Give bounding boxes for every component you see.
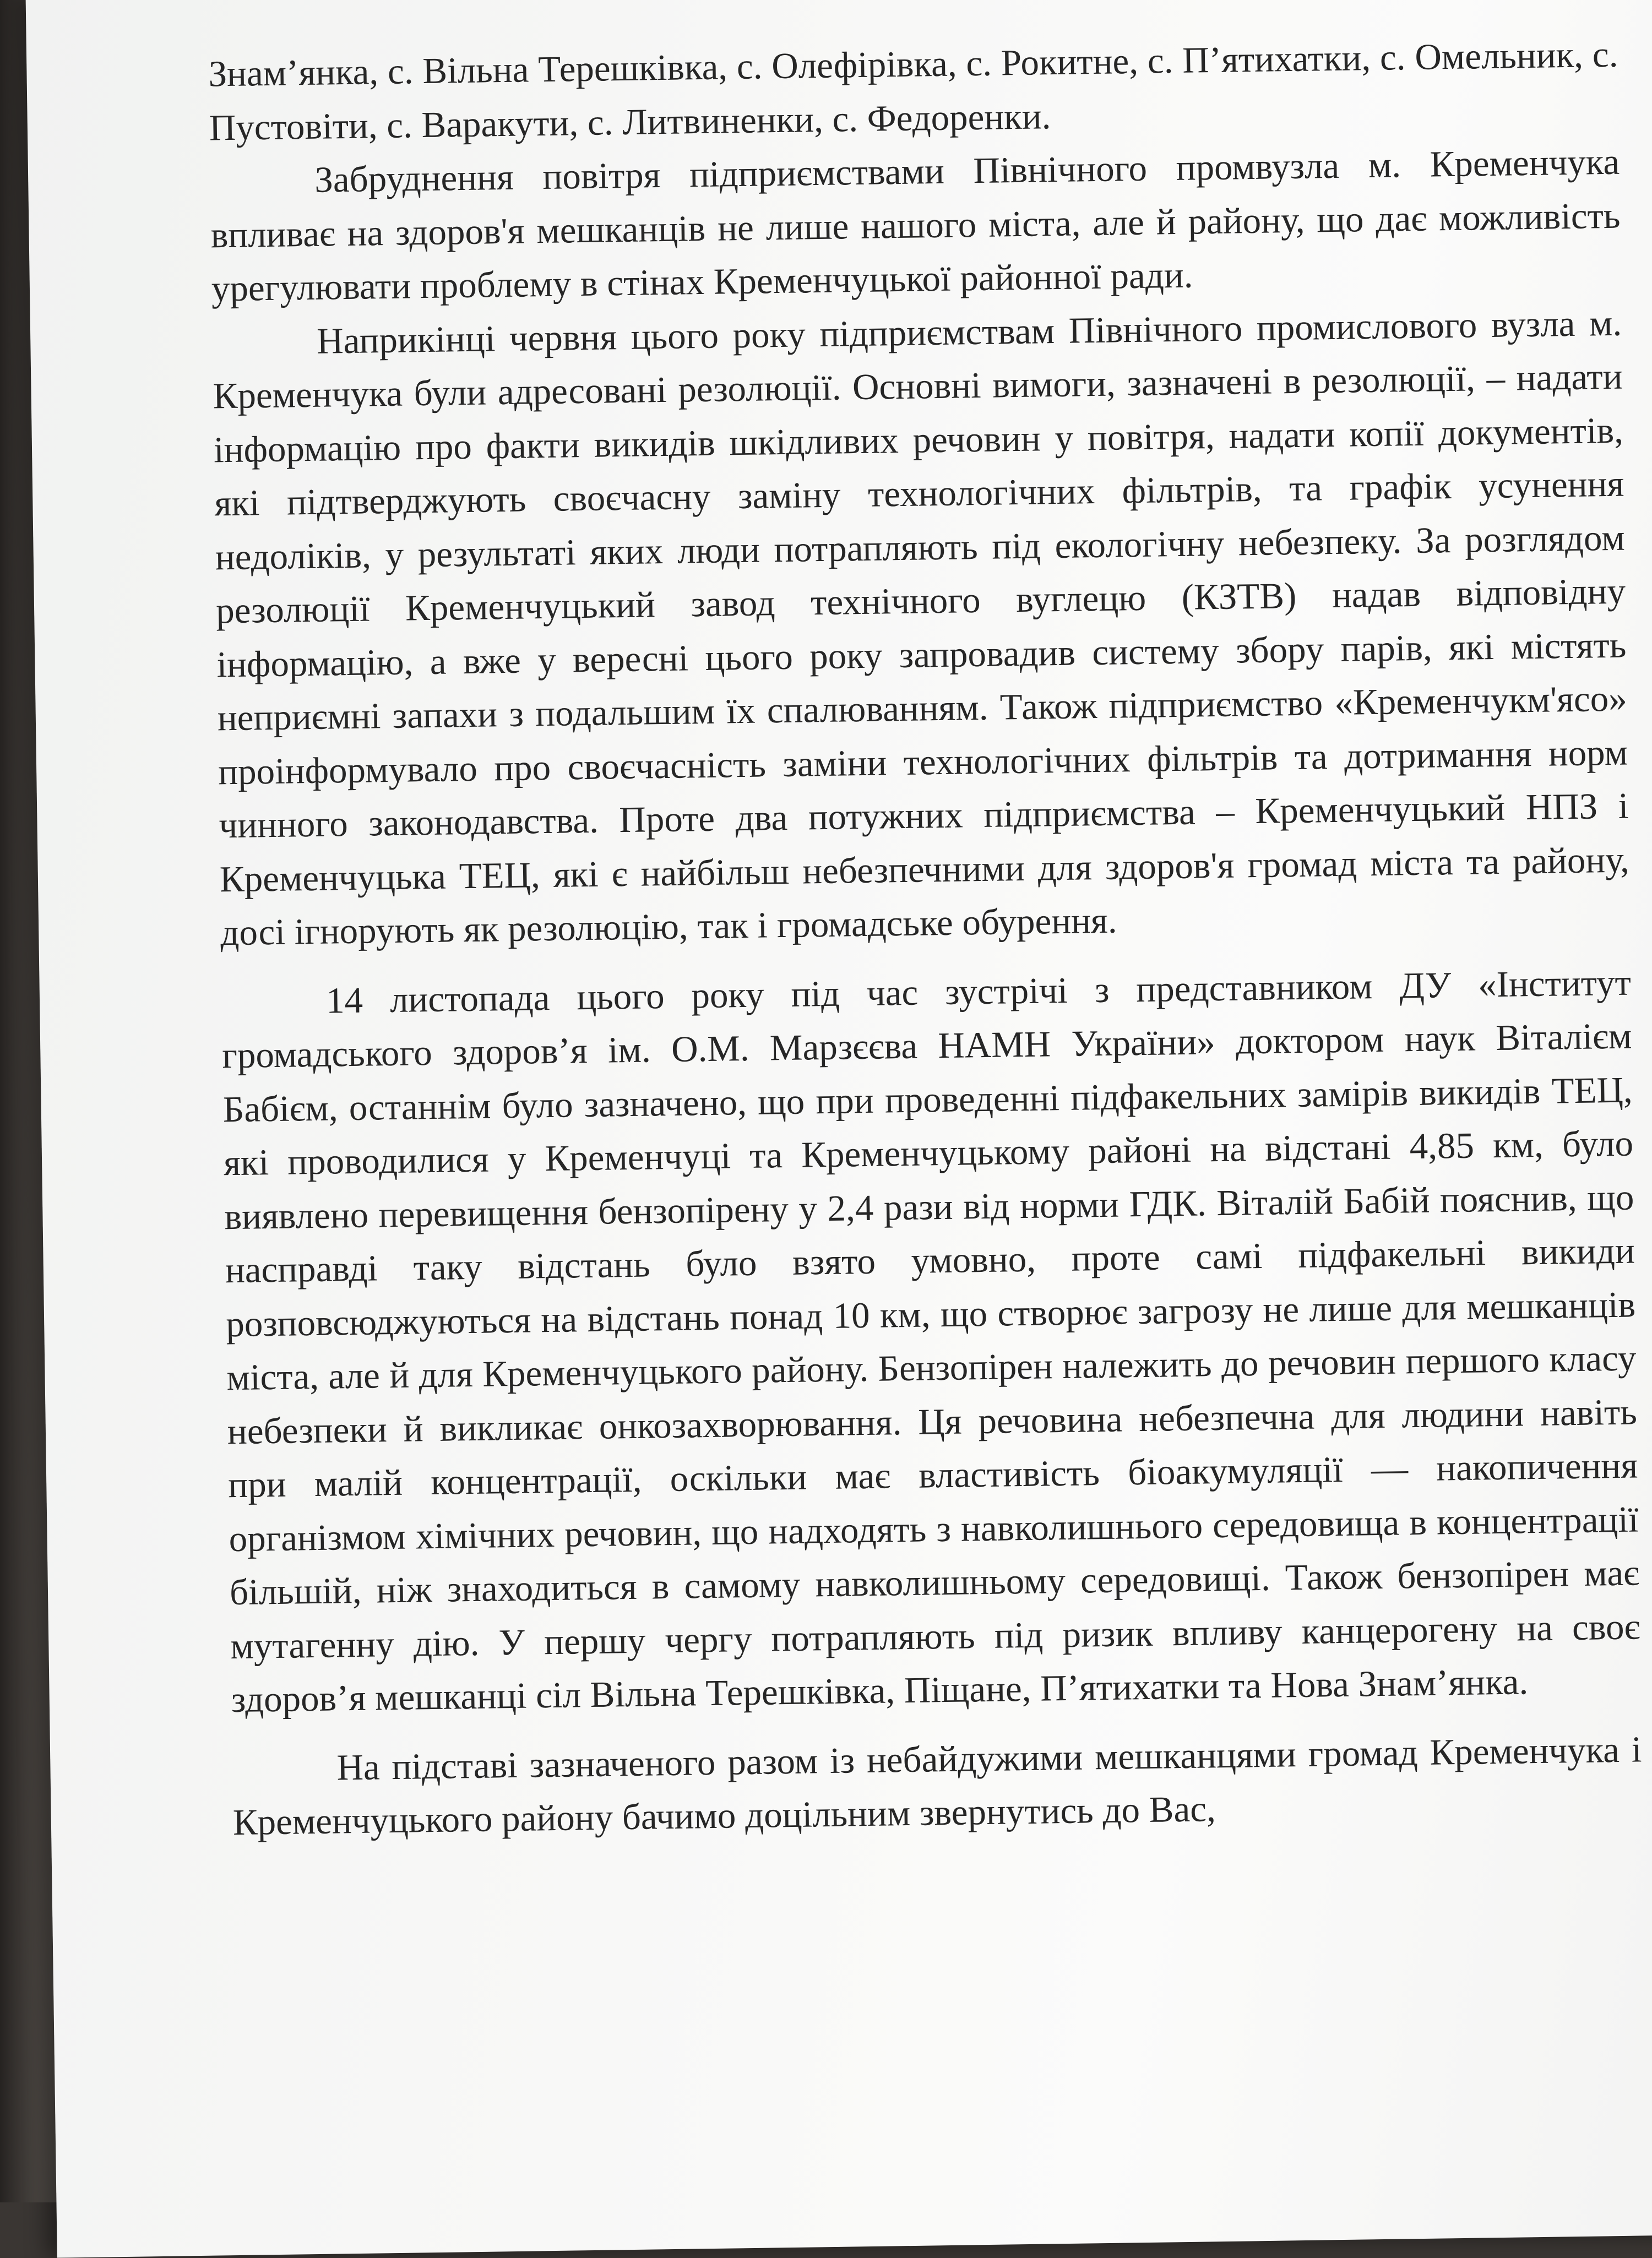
paragraph-air-pollution: Забруднення повітря підприємствами Північного промвузла м. Кременчука впливає на здоров'я мешканців не лише нашого міста, але й району, що дає можливість урегулювати проблему в стінах Кременчуцької районної ради. — [210, 141, 1621, 309]
document-text — [208, 28, 1643, 1850]
paragraph-resolutions: Наприкінці червня цього року підприємствам Північного промислового вузла м. Кременчука були адресовані резолюції. Основні вимоги, зазначені в резолюції, – надати інформацію про факти викидів шкідливих речовин у повітря, надати копії документів, які підтверджують своєчасну заміну технологічних фільтрів, та графік усунення недоліків, у результаті яких люди потрапляють під екологічну небезпеку. За розглядом резолюції Кременчуцький завод технічного вуглецю (КЗТВ) надав відповідну інформацію, а вже у вересні цього року запровадив систему збору парів, які містять неприємні запахи з подальшим їх спалюванням. Також підприємство «Кременчукм'ясо» проінформувало про своєчасність заміни технологічних фільтрів та дотримання норм чинного законодавства. Проте два потужних підприємства – Кременчуцький НПЗ і Кременчуцька ТЕЦ, які є найбільш небезпечними для здоров'я громад міста та району, досі ігнорують як резолюцію, так і громадське обурення. — [213, 302, 1630, 954]
paragraph-benzopyrene-findings: 14 листопада цього року під час зустрічі з представником ДУ «Інститут громадського здоров’я ім. О.М. Марзєєва НАМН України» доктором наук Віталієм Бабієм, останнім було зазначено, що при проведенні підфакельних замірів викидів ТЕЦ, які проводилися у Кременчуці та Кременчуцькому районі на відстані 4,85 км, було виявлено перевищення бензопірену у 2,4 рази від норми ГДК. Віталій Бабій пояснив, що насправді таку відстань було взято умовно, проте самі підфакельні викиди розповсюджуються на відстань понад 10 км, що створює загрозу не лише для мешканців міста, але й для Кременчуцького району. Бензопірен належить до речовин першого класу небезпеки й викликає онкозахворювання. Ця речовина небезпечна для людини навіть при малій концентрації, оскільки має властивість біоакумуляції — накопичення організмом хімічних речовин, що надходять з навколишнього середовища в концентрації більшій, ніж знаходиться в самому навколишньому середовищі. Також бензопірен має мутагенну дію. У першу чергу потрапляють під ризик впливу канцерогену на своє здоров’я мешканці сіл Вільна Терешківка, Піщане, П’ятихатки та Нова Знам’янка. — [221, 962, 1640, 1721]
document-page — [25, 0, 1652, 2258]
paragraph-villages-list: Знам’янка, с. Вільна Терешківка, с. Олефірівка, с. Рокитне, с. П’ятихатки, с. Омельник, с. Пустовіти, с. Варакути, с. Литвиненки, с. Федоренки. — [208, 34, 1618, 148]
paragraph-appeal: На підставі зазначеного разом із небайдужими мешканцями громад Кременчука і Кременчуцького району бачимо доцільним звернутись до Вас, — [232, 1728, 1642, 1843]
